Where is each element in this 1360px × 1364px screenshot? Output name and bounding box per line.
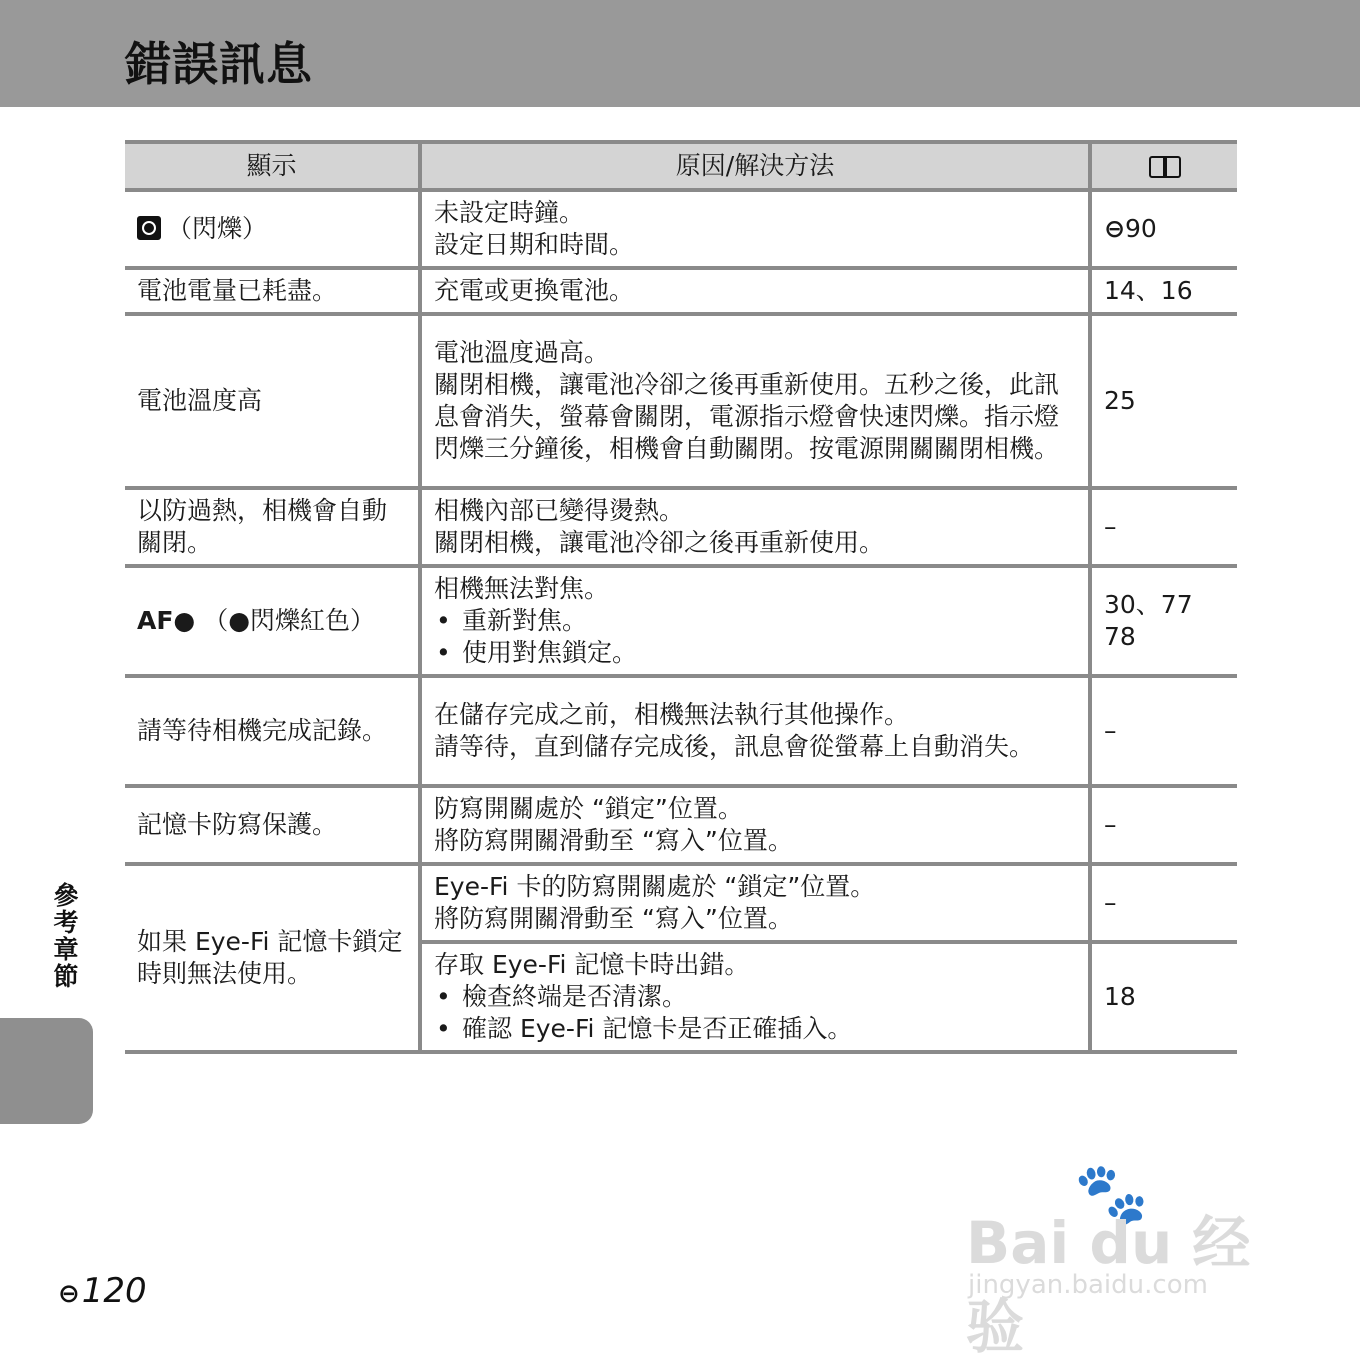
reference-cell: 14、16	[1090, 268, 1237, 314]
display-cell: （閃爍）	[125, 190, 420, 268]
table-row	[125, 676, 1237, 786]
cause-cell: Eye-Fi 卡的防寫開關處於 “鎖定”位置。 將防寫開關滑動至 “寫入”位置。	[420, 864, 1090, 942]
column-header-reference	[1090, 142, 1237, 190]
af-indicator-icon: AF●	[137, 606, 196, 635]
list-item: • 檢查終端是否清潔。	[434, 981, 1076, 1013]
reference-cell: 18	[1090, 942, 1237, 1052]
table-row	[125, 864, 1237, 942]
book-reference-icon	[1148, 156, 1182, 178]
cause-cell: 在儲存完成之前，相機無法執行其他操作。 請等待，直到儲存完成後，訊息會從螢幕上自動消失。	[420, 676, 1090, 786]
column-header-display: 顯示	[125, 142, 420, 190]
reference-cell: 25	[1090, 314, 1237, 488]
cause-cell: 相機無法對焦。 • 重新對焦。 • 使用對焦鎖定。	[420, 566, 1090, 676]
display-cell: 電池電量已耗盡。	[125, 268, 420, 314]
watermark-url: jingyan.baidu.com	[968, 1270, 1208, 1300]
table-row	[125, 268, 1237, 314]
reference-cell: 30、77 78	[1090, 566, 1237, 676]
page-number: ⊖120	[58, 1271, 147, 1311]
list-item: • 使用對焦鎖定。	[434, 637, 1076, 669]
display-cell: 如果 Eye-Fi 記憶卡鎖定時則無法使用。	[125, 864, 420, 1052]
clock-icon	[137, 216, 161, 240]
chapter-tab	[0, 1018, 93, 1124]
chapter-side-label: 參考章節	[50, 882, 79, 990]
cause-cell: 未設定時鐘。 設定日期和時間。	[420, 190, 1090, 268]
display-cell: 請等待相機完成記錄。	[125, 676, 420, 786]
watermark-brand: Bai du 经验	[966, 1209, 1251, 1361]
page-header	[0, 0, 1360, 107]
cause-cell: 存取 Eye-Fi 記憶卡時出錯。 • 檢查終端是否清潔。 • 確認 Eye-Fi 記憶卡是否正確插入。	[420, 942, 1090, 1052]
reference-cell: –	[1090, 864, 1237, 942]
table-row	[125, 314, 1237, 488]
reference-section-icon: ⊖	[1104, 214, 1125, 243]
list-item: • 重新對焦。	[434, 605, 1076, 637]
display-cell: AF● （●閃爍紅色）	[125, 566, 420, 676]
page-title: 錯誤訊息	[125, 37, 313, 91]
table-header-row	[125, 142, 1237, 190]
paw-icon: 🐾	[1074, 1159, 1149, 1229]
list-item: • 確認 Eye-Fi 記憶卡是否正確插入。	[434, 1013, 1076, 1045]
baidu-watermark	[962, 1158, 1282, 1361]
display-cell: 電池溫度高	[125, 314, 420, 488]
table-row	[125, 190, 1237, 268]
reference-cell: –	[1090, 676, 1237, 786]
cause-cell: 相機內部已變得燙熱。 關閉相機，讓電池冷卻之後再重新使用。	[420, 488, 1090, 566]
error-message-table	[125, 140, 1237, 1054]
reference-cell: ⊖90	[1090, 190, 1237, 268]
cause-cell: 充電或更換電池。	[420, 268, 1090, 314]
reference-cell: –	[1090, 488, 1237, 566]
display-cell: 以防過熱，相機會自動關閉。	[125, 488, 420, 566]
column-header-cause-solution: 原因/解決方法	[420, 142, 1090, 190]
display-cell: 記憶卡防寫保護。	[125, 786, 420, 864]
cause-cell: 防寫開關處於 “鎖定”位置。 將防寫開關滑動至 “寫入”位置。	[420, 786, 1090, 864]
reference-section-icon: ⊖	[58, 1279, 80, 1309]
table-row	[125, 488, 1237, 566]
cause-cell: 電池溫度過高。 關閉相機，讓電池冷卻之後再重新使用。五秒之後，此訊息會消失，螢幕會關閉，電源指示燈會快速閃爍。指示燈閃爍三分鐘後，相機會自動關閉。按電源開關關閉相機。	[420, 314, 1090, 488]
table-row	[125, 786, 1237, 864]
reference-cell: –	[1090, 786, 1237, 864]
table-row	[125, 566, 1237, 676]
